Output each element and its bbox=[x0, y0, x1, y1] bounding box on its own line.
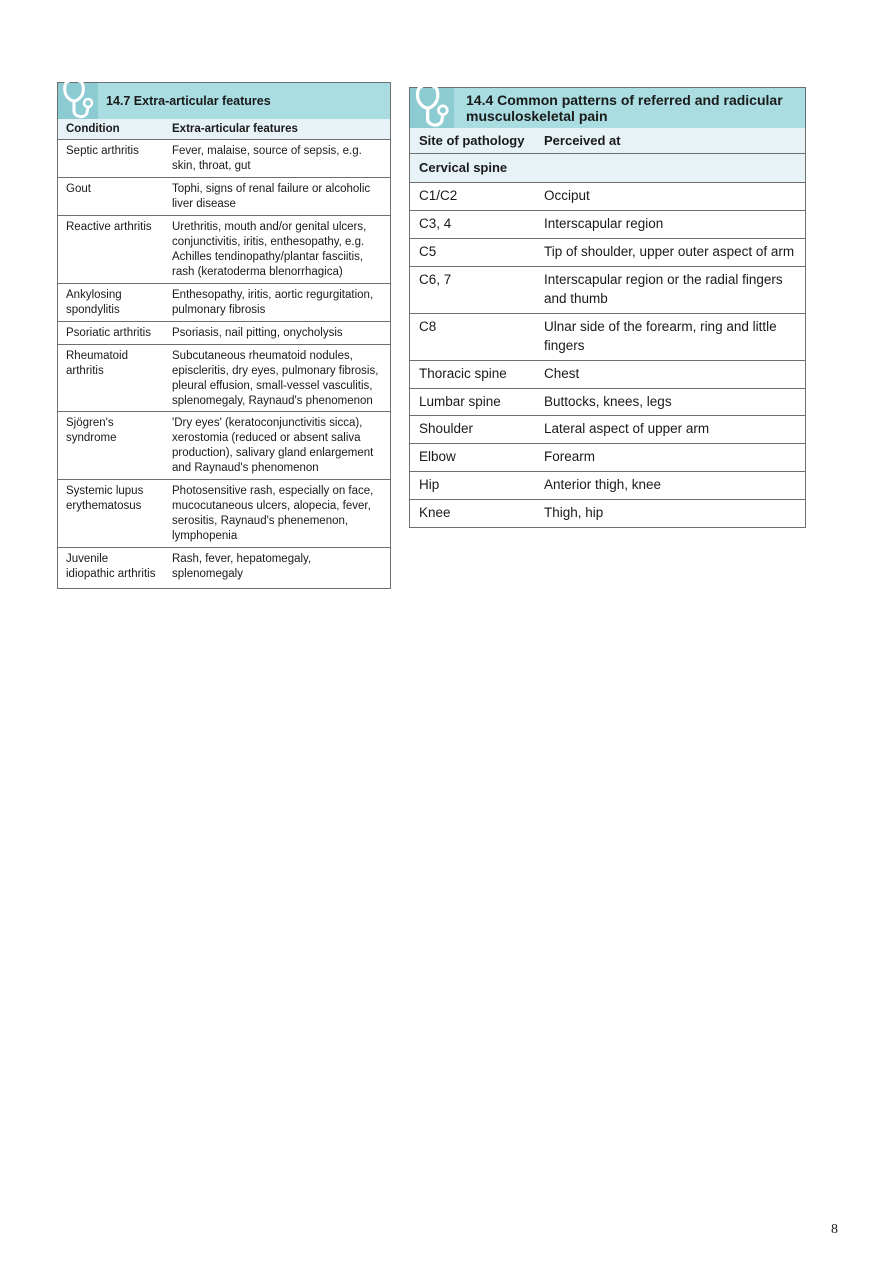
site-cell: Elbow bbox=[410, 444, 535, 472]
features-cell: Subcutaneous rheumatoid nodules, episcleritis, dry eyes, pulmonary fibrosis, pleural effusion, small-vessel vasculitis, splenomegaly, Raynaud's phenomenon bbox=[164, 344, 390, 412]
perceived-cell: Occiput bbox=[535, 183, 805, 211]
site-cell: C1/C2 bbox=[410, 183, 535, 211]
perceived-cell: Chest bbox=[535, 360, 805, 388]
site-cell: Hip bbox=[410, 472, 535, 500]
column-header: Perceived at bbox=[535, 128, 805, 154]
extra-articular-table bbox=[58, 119, 390, 587]
features-cell: Psoriasis, nail pitting, onycholysis bbox=[164, 321, 390, 344]
condition-cell: Juvenile idiopathic arthritis bbox=[66, 552, 156, 580]
condition-cell: Psoriatic arthritis bbox=[58, 321, 164, 344]
box-title-bar bbox=[410, 88, 805, 128]
table-row bbox=[410, 444, 805, 472]
table-header-row bbox=[410, 128, 805, 154]
site-cell: Thoracic spine bbox=[410, 360, 535, 388]
features-cell: Fever, malaise, source of sepsis, e.g. skin, throat, gut bbox=[164, 140, 390, 178]
condition-cell: Systemic lupus erythematosus bbox=[58, 480, 164, 548]
box-title-bar bbox=[58, 83, 390, 119]
site-cell: Lumbar spine bbox=[410, 388, 535, 416]
table-row bbox=[58, 178, 390, 216]
icon-cell bbox=[58, 83, 98, 119]
features-cell: 'Dry eyes' (keratoconjunctivitis sicca), xerostomia (reduced or absent saliva production), salivary gland enlargement and Raynaud's phenomenon bbox=[164, 412, 390, 480]
site-cell: Shoulder bbox=[410, 416, 535, 444]
table-row bbox=[410, 313, 805, 360]
condition-cell: Ankylosing spondylitis bbox=[58, 283, 164, 321]
table-row bbox=[410, 500, 805, 527]
table-row bbox=[58, 321, 390, 344]
perceived-cell: Thigh, hip bbox=[544, 505, 604, 521]
table-subheader-row bbox=[410, 154, 805, 183]
icon-cell bbox=[410, 88, 454, 128]
stethoscope-icon bbox=[412, 82, 452, 132]
perceived-cell: Buttocks, knees, legs bbox=[535, 388, 805, 416]
table-row bbox=[58, 344, 390, 412]
table-row bbox=[58, 140, 390, 178]
features-cell: Enthesopathy, iritis, aortic regurgitation, pulmonary fibrosis bbox=[164, 283, 390, 321]
box-title: 14.4 Common patterns of referred and radicular musculoskeletal pain bbox=[466, 92, 783, 125]
features-cell: Urethritis, mouth and/or genital ulcers, conjunctivitis, iritis, enthesopathy, e.g. Achilles tendinopathy/plantar fasciitis, rash (keratoderma blenorrhagica) bbox=[164, 216, 390, 284]
features-cell: Tophi, signs of renal failure or alcoholic liver disease bbox=[164, 178, 390, 216]
features-cell: Photosensitive rash, especially on face, mucocutaneous ulcers, alopecia, fever, serositis, Raynaud's phenemenon, lymphopenia bbox=[164, 480, 390, 548]
column-header: Condition bbox=[58, 119, 164, 140]
table-row bbox=[410, 267, 805, 314]
referred-pain-table bbox=[410, 128, 805, 527]
table-row bbox=[410, 388, 805, 416]
perceived-cell: Anterior thigh, knee bbox=[535, 472, 805, 500]
referred-pain-box bbox=[409, 87, 806, 528]
table-row bbox=[58, 480, 390, 548]
box-title: 14.7 Extra-articular features bbox=[106, 94, 271, 108]
perceived-cell: Forearm bbox=[535, 444, 805, 472]
table-row bbox=[410, 211, 805, 239]
perceived-cell: Interscapular region or the radial fingers and thumb bbox=[535, 267, 805, 314]
condition-cell: Rheumatoid arthritis bbox=[58, 344, 164, 412]
perceived-cell: Tip of shoulder, upper outer aspect of arm bbox=[535, 239, 805, 267]
site-cell: C6, 7 bbox=[410, 267, 535, 314]
page-number: 8 bbox=[831, 1222, 838, 1237]
site-cell: C5 bbox=[410, 239, 535, 267]
table-row bbox=[410, 239, 805, 267]
stethoscope-icon bbox=[60, 77, 96, 123]
condition-cell: Septic arthritis bbox=[58, 140, 164, 178]
condition-cell: Sjögren's syndrome bbox=[58, 412, 164, 480]
table-row bbox=[410, 416, 805, 444]
table-row bbox=[410, 360, 805, 388]
column-header: Site of pathology bbox=[410, 128, 535, 154]
table-header-row bbox=[58, 119, 390, 140]
site-cell: C8 bbox=[410, 313, 535, 360]
site-cell: Knee bbox=[419, 505, 451, 521]
perceived-cell: Ulnar side of the forearm, ring and little fingers bbox=[535, 313, 805, 360]
extra-articular-features-box bbox=[57, 82, 391, 589]
table-row bbox=[410, 183, 805, 211]
condition-cell: Gout bbox=[58, 178, 164, 216]
table-row bbox=[58, 547, 390, 587]
perceived-cell: Lateral aspect of upper arm bbox=[535, 416, 805, 444]
subheader-cell: Cervical spine bbox=[410, 154, 805, 183]
site-cell: C3, 4 bbox=[410, 211, 535, 239]
condition-cell: Reactive arthritis bbox=[58, 216, 164, 284]
table-row bbox=[410, 472, 805, 500]
table-row bbox=[58, 283, 390, 321]
features-cell: Rash, fever, hepatomegaly, splenomegaly bbox=[172, 552, 312, 580]
column-header: Extra-articular features bbox=[164, 119, 390, 140]
table-row bbox=[58, 412, 390, 480]
table-row bbox=[58, 216, 390, 284]
perceived-cell: Interscapular region bbox=[535, 211, 805, 239]
